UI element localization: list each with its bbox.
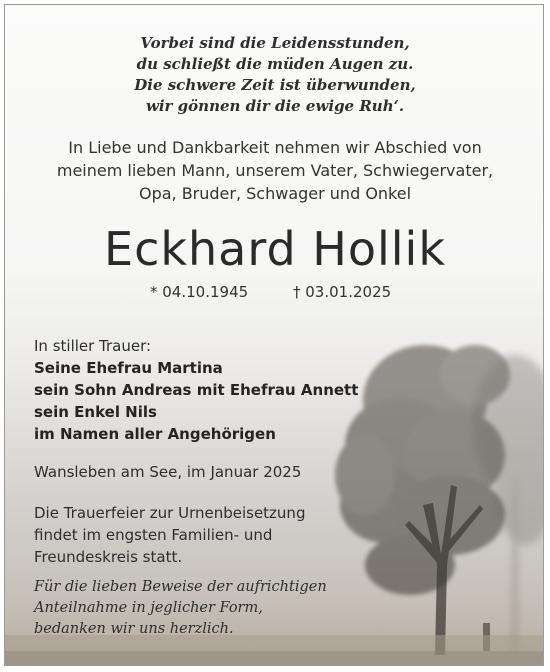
thanks-line: Anteilnahme in jeglicher Form, [34,600,263,616]
thanks-note [34,577,327,640]
death-date: † 03.01.2025 [293,283,392,301]
mourner-line: Seine Ehefrau Martina [34,359,223,377]
thanks-line: bedanken wir uns herzlich. [34,621,234,637]
intro-line: Opa, Bruder, Schwager und Onkel [138,184,412,203]
deceased-name: Eckhard Hollik [104,222,446,276]
mourners-heading: In stiller Trauer: [34,337,152,355]
poem-line: Die schwere Zeit ist überwunden, [134,76,416,94]
service-line: Die Trauerfeier zur Urnenbeisetzung [34,504,306,522]
funeral-service-note [34,502,305,568]
service-line: findet im engsten Familien- und [34,526,273,544]
mourners-list [34,335,358,445]
poem-line: wir gönnen dir die ewige Ruh‘. [145,97,405,115]
obituary-card [4,4,544,666]
service-line: Freundeskreis statt. [34,548,183,566]
thanks-line: Für die lieben Beweise der aufrichtigen [34,579,327,595]
poem-line: Vorbei sind die Leidensstunden, [140,34,410,52]
intro-line: meinem lieben Mann, unserem Vater, Schwiegervater, [56,161,494,180]
place-date: Wansleben am See, im Januar 2025 [34,463,302,481]
memorial-poem [5,33,544,117]
intro-line: In Liebe und Dankbarkeit nehmen wir Abschied von [68,138,482,157]
mourner-line: im Namen aller Angehörigen [34,425,276,443]
birth-date: * 04.10.1945 [150,283,249,301]
mourner-line: sein Enkel Nils [34,403,157,421]
mourner-line: sein Sohn Andreas mit Ehefrau Annett [34,381,359,399]
poem-line: du schließt die müden Augen zu. [136,55,414,73]
farewell-intro [5,136,544,205]
